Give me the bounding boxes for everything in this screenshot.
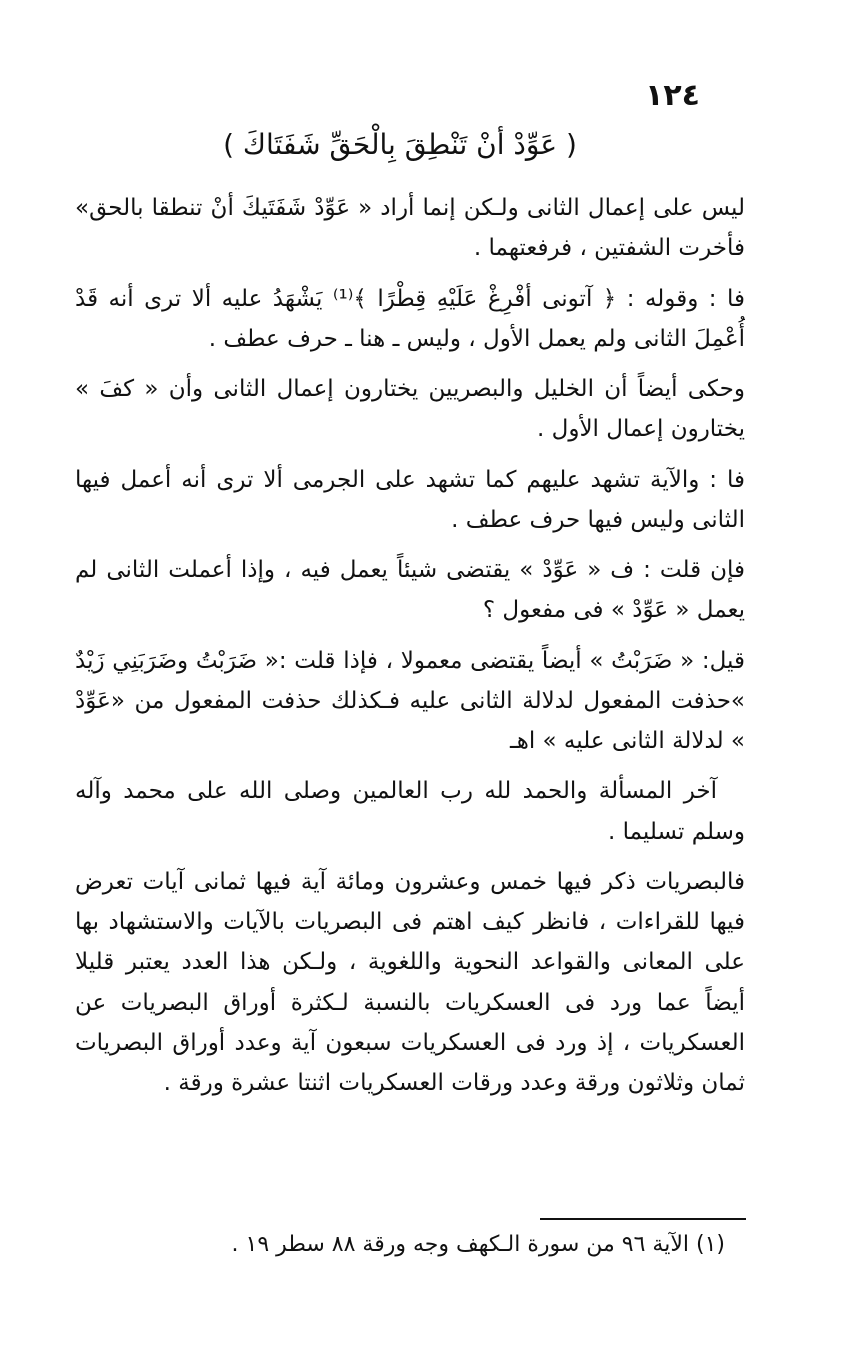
page-number: ١٢٤: [645, 78, 700, 113]
verse-heading: ( عَوِّدْ أنْ تَنْطِقَ بِالْحَقِّ شَفَتَاكَ ): [223, 128, 577, 161]
body-text: [75, 188, 745, 1113]
paragraph: فإن قلت : ف « عَوِّدْ » يقتضى شيئاً يعمل فيه ، وإذا أعملت الثانى لم يعمل « عَوِّدْ » فى مفعول ؟: [75, 557, 745, 624]
paragraph: فا : وقوله : ﴿ آتونى أفْرِغْ عَلَيْهِ قِطْرًا ﴾⁽¹⁾ يَشْهَدُ عليه ألا ترى أنه قَدْ أُعْمِلَ الثانى ولم يعمل الأول ، وليس ـ هنا ـ حرف عطف .: [75, 285, 745, 352]
footnote: (١) الآية ٩٦ من سورة الـكهف وجه ورقة ٨٨ سطر ١٩ .: [231, 1232, 725, 1257]
paragraph: وحكى أيضاً أن الخليل والبصريين يختارون إعمال الثانى وأن « كفَ » يختارون إعمال الأول .: [75, 376, 745, 443]
paragraph: فا : والآية تشهد عليهم كما تشهد على الجرمى ألا ترى أنه أعمل فيها الثانى وليس فيها حرف عطف .: [75, 466, 745, 533]
footnote-divider: [540, 1218, 746, 1220]
paragraph: قيل: « ضَرَبْتُ » أيضاً يقتضى معمولا ، فإذا قلت :« ضَرَبْتُ وضَرَبَنِي زَيْدٌ »حذفت المفعول لدلالة الثانى عليه فـكذلك حذفت المفعول من «عَوِّدْ » لدلالة الثانى عليه » اهـ: [75, 647, 745, 754]
paragraph: فالبصريات ذكر فيها خمس وعشرون ومائة آية فيها ثمانى آيات تعرض فيها للقراءات ، فانظر كيف اهتم فى البصريات بالآيات والاستشهاد بها على المعانى والقواعد النحوية واللغوية ، ولـكن هذا العدد يعتبر قليلا أيضاً عما ورد فى العسكريات بالنسبة لـكثرة أوراق البصريات عن العسكريات ، إذ ورد فى العسكريات سبعون آية وعدد أوراق البصريات ثمان وثلاثون ورقة وعدد ورقات العسكريات اثنتا عشرة ورقة .: [75, 868, 745, 1096]
paragraph: ليس على إعمال الثانى ولـكن إنما أراد « عَوِّدْ شَفَتَيكَ أنْ تنطقا بالحق» فأخرت الشفتين ، فرفعتهما .: [75, 195, 745, 262]
paragraph: آخر المسألة والحمد لله رب العالمين وصلى الله على محمد وآله وسلم تسليما .: [75, 778, 745, 845]
